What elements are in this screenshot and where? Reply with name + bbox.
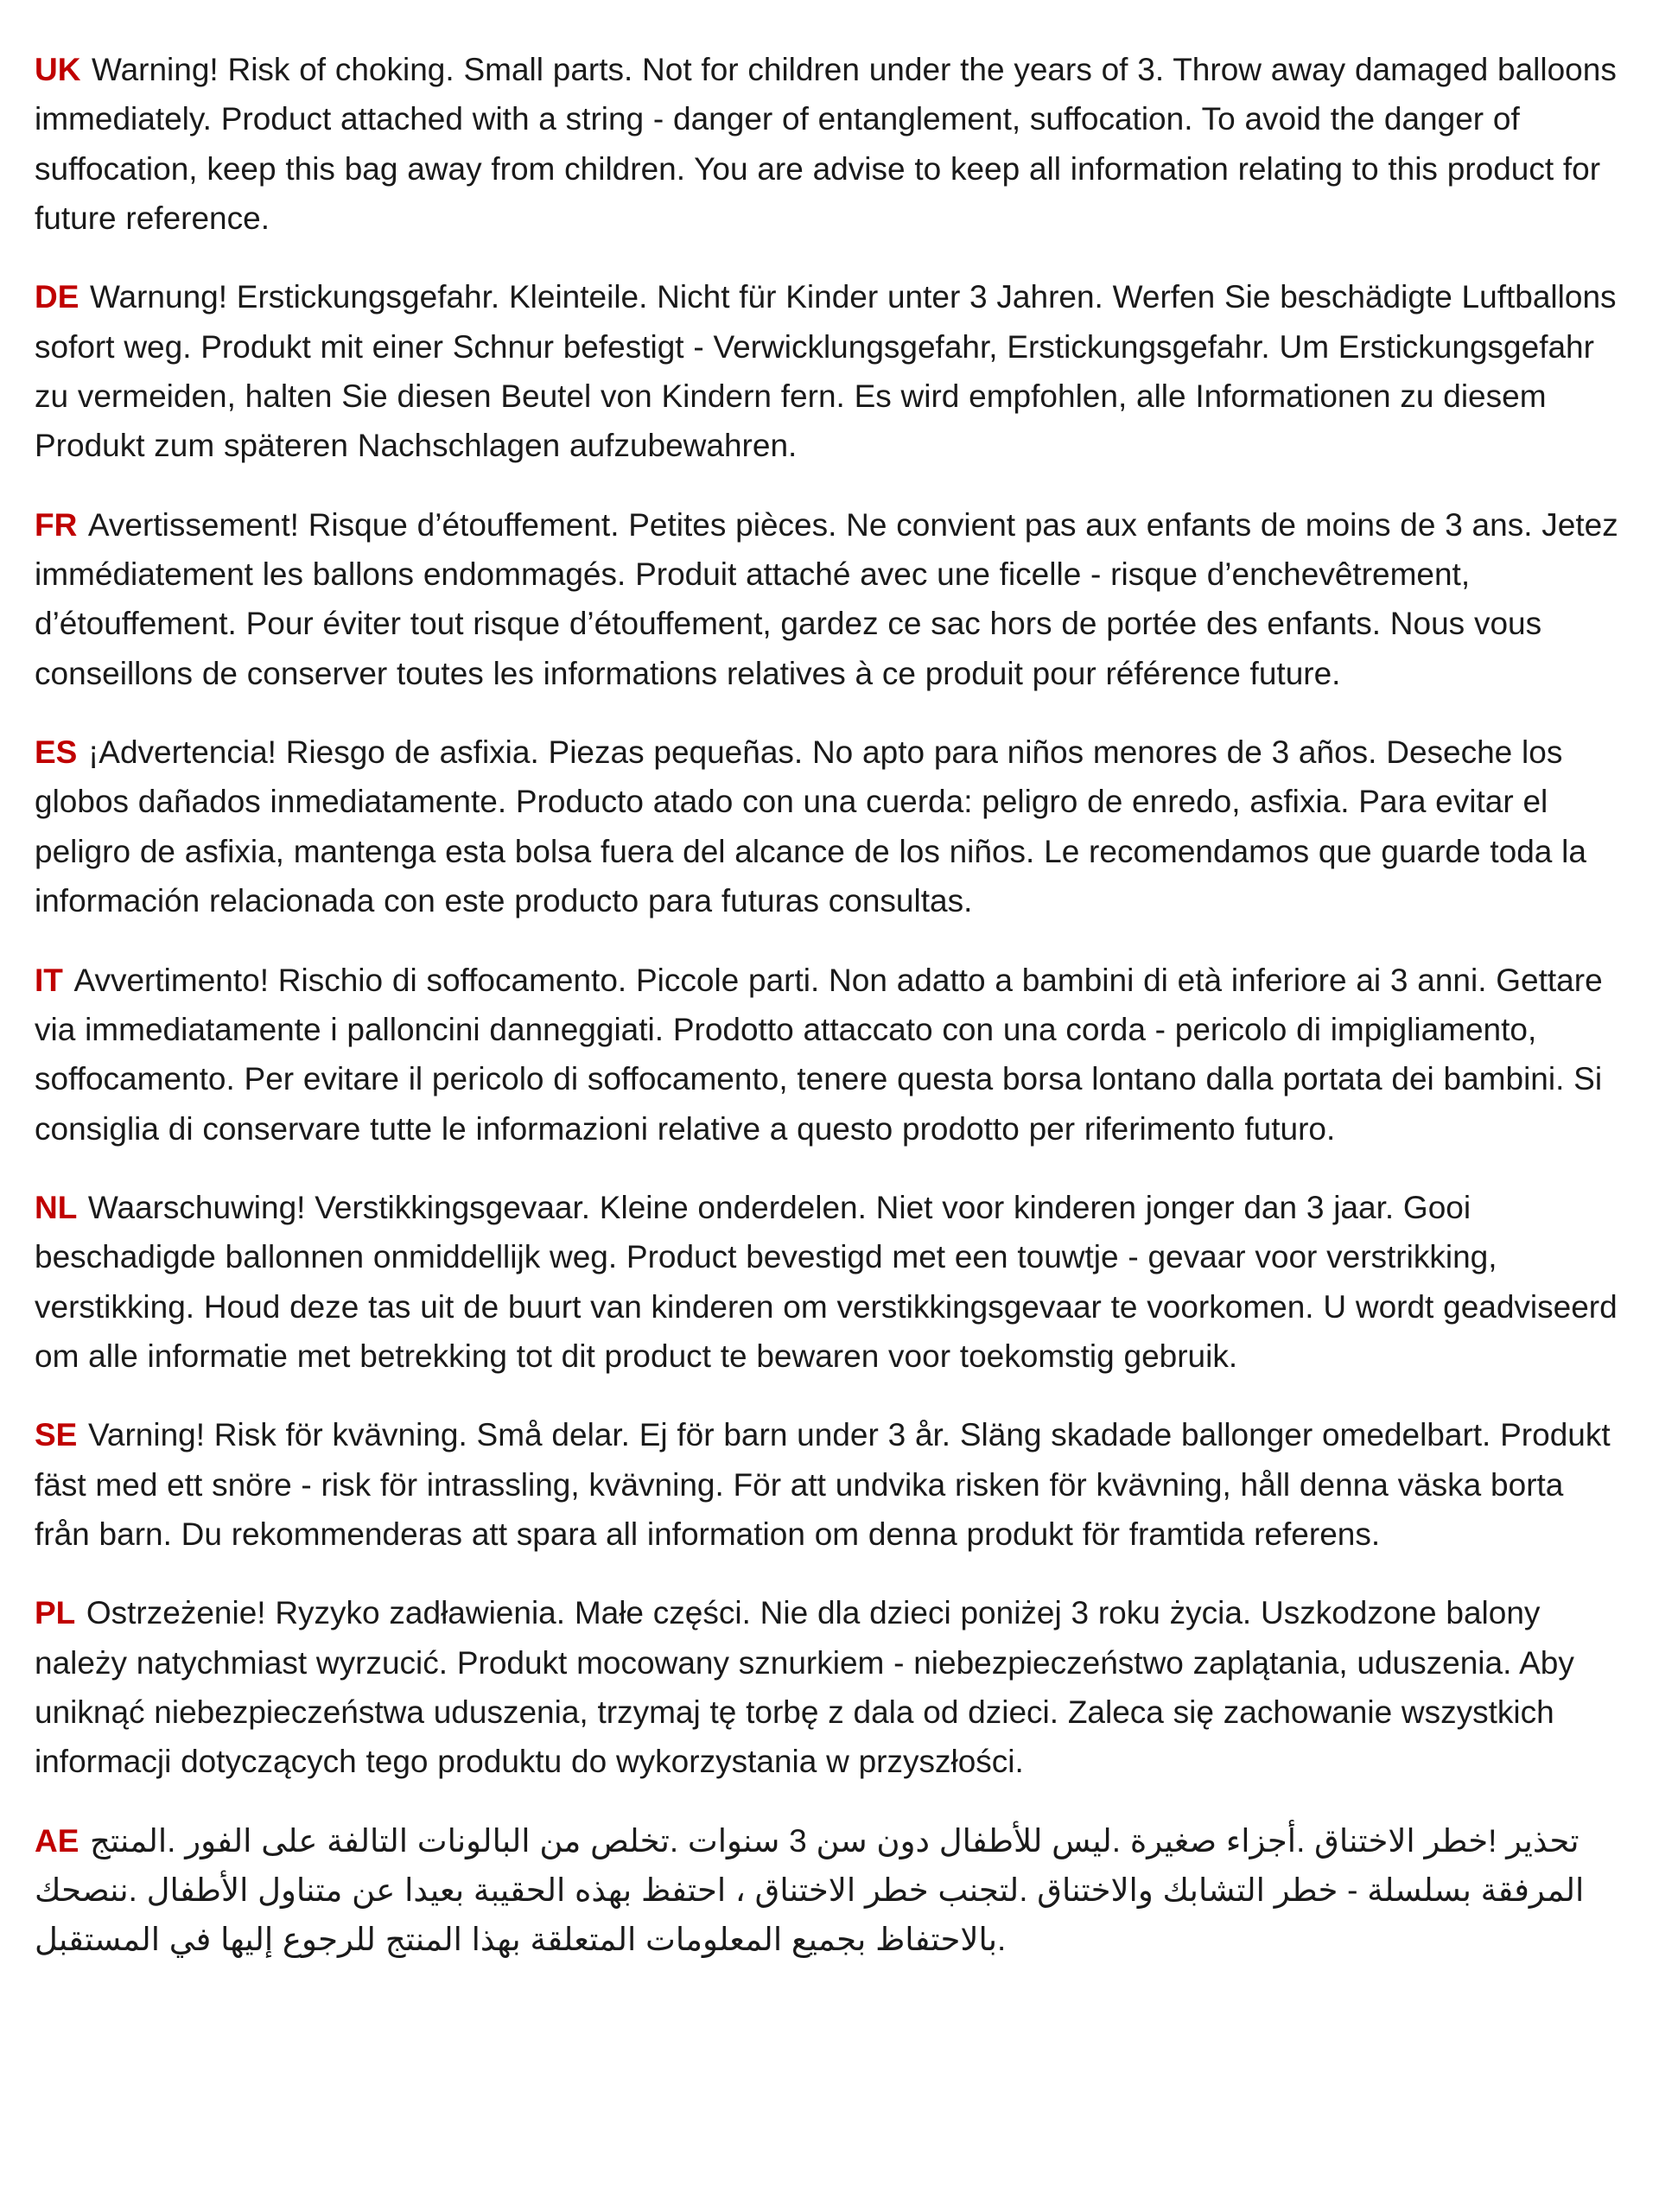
warning-text: Warnung! Erstickungsgefahr. Kleinteile. Nicht für Kinder unter 3 Jahren. Werfen Sie beschädigte Luftballons sofort weg. Produkt mit einer Schnur befestigt - Verwicklungsgefahr, Erstickungsgefahr. Um Erstickungsgefahr zu vermeiden, halten Sie diesen Beutel von Kindern fern. Es wird empfohlen, alle Informationen zu diesem Produkt zum späteren Nachschlagen aufzubewahren. <box>35 279 1617 464</box>
warning-paragraph-uk <box>35 45 1624 243</box>
language-code-label: PL <box>35 1595 76 1631</box>
warning-text: ¡Advertencia! Riesgo de asfixia. Piezas pequeñas. No apto para niños menores de 3 años. Deseche los globos dañados inmediatamente. Producto atado con una cuerda: peligro de enredo, asfixia. Para evitar el peligro de asfixia, mantenga esta bolsa fuera del alcance de los niños. Le recomendamos que guarde toda la información relacionada con este producto para futuras consultas. <box>35 734 1586 919</box>
warning-paragraph-se <box>35 1410 1624 1559</box>
warning-paragraph-es <box>35 728 1624 925</box>
language-code-label: UK <box>35 52 81 87</box>
warning-text: تحذير !خطر الاختناق .أجزاء صغيرة .ليس للأطفال دون سن 3 سنوات .تخلص من البالونات التالفة على الفور .المنتج المرفقة بسلسلة - خطر التشابك والاختناق .لتجنب خطر الاختناق ، احتفظ بهذه الحقيبة بعيدا عن متناول الأطفال .ننصحك بالاحتفاظ بجميع المعلومات المتعلقة بهذا المنتج للرجوع إليها في المستقبل. <box>35 1822 1585 1958</box>
paragraph-list <box>35 45 1624 1965</box>
warning-paragraph-fr <box>35 500 1624 698</box>
language-code-label: SE <box>35 1417 78 1453</box>
warning-paragraph-pl <box>35 1588 1624 1786</box>
warning-text: Avertissement! Risque d’étouffement. Petites pièces. Ne convient pas aux enfants de moins de 3 ans. Jetez immédiatement les ballons endommagés. Produit attaché avec une ficelle - risque d’enchevêtrement, d’étouffement. Pour éviter tout risque d’étouffement, gardez ce sac hors de portée des enfants. Nous vous conseillons de conserver toutes les informations relatives à ce produit pour référence future. <box>35 506 1618 691</box>
language-code-label: ES <box>35 734 78 771</box>
warning-paragraph-it <box>35 956 1624 1154</box>
warning-paragraph-nl <box>35 1183 1624 1381</box>
warning-text: Waarschuwing! Verstikkingsgevaar. Kleine onderdelen. Niet voor kinderen jonger dan 3 jaar. Gooi beschadigde ballonnen onmiddellijk weg. Product bevestigd met een touwtje - gevaar voor verstrikking, verstikking. Houd deze tas uit de buurt van kinderen om verstikkingsgevaar te voorkomen. U wordt geadviseerd om alle informatie met betrekking tot dit product te bewaren voor toekomstig gebruik. <box>35 1189 1618 1374</box>
language-code-label: FR <box>35 506 78 543</box>
language-code-label: IT <box>35 962 63 998</box>
warning-paragraph-de <box>35 272 1624 470</box>
warning-paragraph-ae <box>35 1816 1624 1965</box>
language-code-label: DE <box>35 279 79 315</box>
language-code-label: AE <box>35 1822 79 1859</box>
warning-text: Varning! Risk för kvävning. Små delar. Ej för barn under 3 år. Släng skadade ballonger omedelbart. Produkt fäst med ett snöre - risk för intrassling, kvävning. För att undvika risken för kvävning, håll denna väska borta från barn. Du rekommenderas att spara all information om denna produkt för framtida referens. <box>35 1417 1611 1552</box>
warning-text: Warning! Risk of choking. Small parts. Not for children under the years of 3. Throw away damaged balloons immediately. Product attached with a string - danger of entanglement, suffocation. To avoid the danger of suffocation, keep this bag away from children. You are advise to keep all information relating to this product for future reference. <box>35 52 1617 237</box>
language-code-label: NL <box>35 1189 78 1225</box>
warning-text: Avvertimento! Rischio di soffocamento. Piccole parti. Non adatto a bambini di età inferiore ai 3 anni. Gettare via immediatamente i palloncini danneggiati. Prodotto attaccato con una corda - pericolo di impigliamento, soffocamento. Per evitare il pericolo di soffocamento, tenere questa borsa lontano dalla portata dei bambini. Si consiglia di conservare tutte le informazioni relative a questo prodotto per riferimento futuro. <box>35 962 1603 1147</box>
warning-text: Ostrzeżenie! Ryzyko zadławienia. Małe części. Nie dla dzieci poniżej 3 roku życia. Uszkodzone balony należy natychmiast wyrzucić. Produkt mocowany sznurkiem - niebezpieczeństwo zaplątania, uduszenia. Aby uniknąć niebezpieczeństwa uduszenia, trzymaj tę torbę z dala od dzieci. Zaleca się zachowanie wszystkich informacji dotyczących tego produktu do wykorzystania w przyszłości. <box>35 1595 1574 1780</box>
